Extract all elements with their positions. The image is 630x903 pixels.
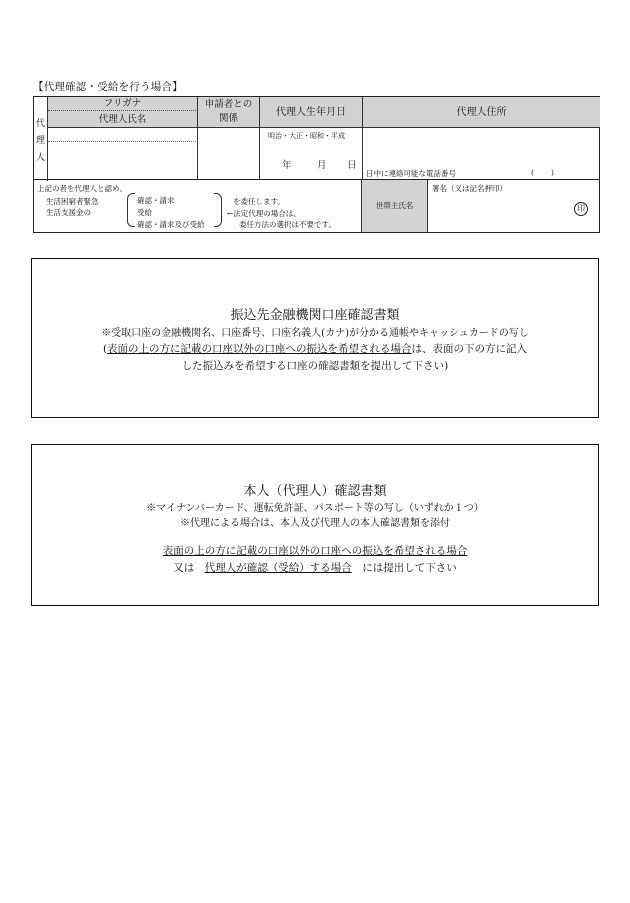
furigana-header: フリガナ [48,97,198,111]
identity-document-box [31,444,599,606]
year-label: 年 [282,160,292,171]
option-confirm-request-receive[interactable]: 確認・請求及び受給 [137,220,205,229]
left-brace [127,193,135,227]
bank-doc-condition-line2: した振込みを希望する口座の確認書類を提出して下さい) [181,360,449,372]
right-brace [214,193,222,227]
day-label: 日 [347,160,357,171]
id-doc-note1: ※マイナンバーカード、運転免許証、パスポート等の写し（いずれか１つ） [146,503,484,514]
address-header: 代理人住所 [363,97,600,128]
section-title: 【代理確認・受給を行う場合】 [33,81,183,93]
relation-field[interactable] [198,128,260,180]
delegation-statement: 上記の者を代理人と認め、 生活困窮者緊急 生活支援金の 確認・請求 受給 確認・請求及び受給 を委任します。 ←法定代理の場合は、 委任方法の選択は不要です。 [34,180,362,232]
birthdate-header: 代理人生年月日 [260,97,363,128]
option-receive[interactable]: 受給 [137,208,152,217]
option-confirm-request[interactable]: 確認・請求 [137,196,175,205]
bank-doc-note: ※受取口座の金融機関名、口座番号、口座名義人(カナ)が分かる通帳やキャッシュカードの写し [101,328,529,339]
phone-label: 日中に連絡可能な電話番号 [366,169,456,178]
bank-account-document-box [31,258,599,418]
agent-name-header: 代理人氏名 [48,111,198,128]
agent-info-table [33,96,600,180]
bank-doc-condition: (表面の上の方に記載の口座以外の口座への振込を希望される場合は、表面の下の方に記入 [102,343,528,355]
agent-side-label: 代 理 人 [34,97,48,181]
furigana-field[interactable] [48,128,198,142]
id-doc-condition1: 表面の上の方に記載の口座以外の口座への振込を希望される場合 [162,545,468,557]
signature-label: 署名（又は記名押印） [432,184,507,193]
address-field[interactable]: 日中に連絡可能な電話番号 ( ) [366,168,554,178]
relation-header: 申請者との 関係 [198,97,260,128]
signature-field[interactable] [428,180,600,232]
id-doc-condition2: 又は 代理人が確認（受給）する場合 には提出して下さい [173,562,457,574]
id-doc-title: 本人（代理人）確認書類 [243,484,387,499]
seal-icon: 印 [574,202,588,216]
birthdate-field[interactable] [260,128,363,180]
month-label: 月 [317,160,327,171]
era-options: 明治・大正・昭和・平成 [268,132,345,140]
delegation-row [33,180,600,233]
bank-doc-title: 振込先金融機関口座確認書類 [230,308,400,323]
householder-label: 世帯主氏名 [362,180,428,232]
agent-name-field[interactable] [48,142,198,180]
id-doc-note2: ※代理による場合は、本人及び代理人の本人確認書類を添付 [180,518,450,529]
